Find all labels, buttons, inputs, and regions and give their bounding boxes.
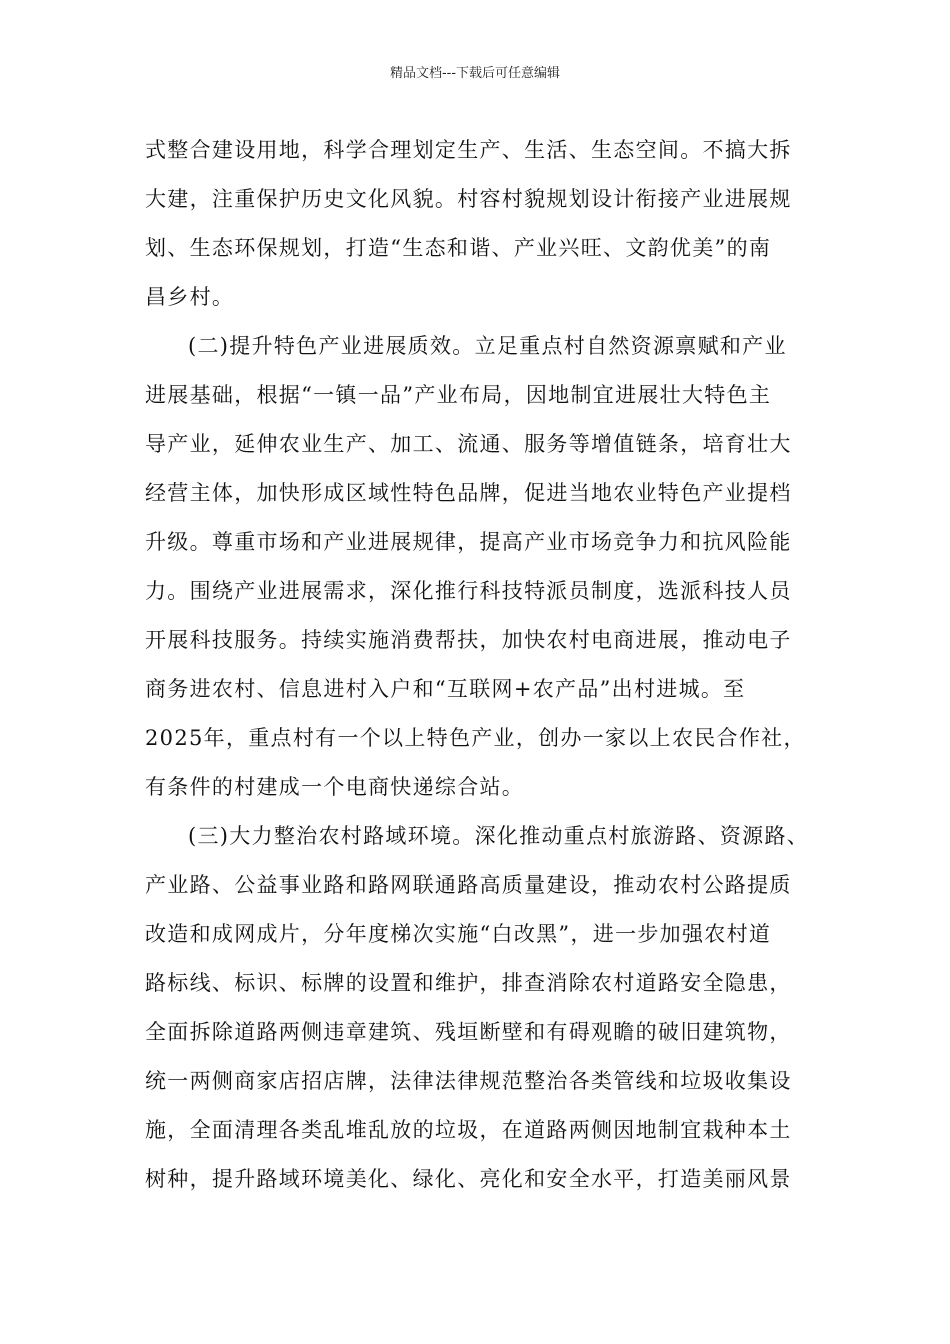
text-line: 经营主体，加快形成区域性特色品牌，促进当地农业特色产业提档 xyxy=(145,481,792,505)
text-line: 划、生态环保规划，打造“生态和谐、产业兴旺、文韵优美”的南 xyxy=(145,236,772,260)
text-line: 树种，提升路域环境美化、绿化、亮化和安全水平，打造美丽风景 xyxy=(145,1167,792,1191)
paragraph-first-line: (二)提升特色产业进展质效。立足重点村自然资源禀赋和产业 xyxy=(188,334,787,358)
text-line: 路标线、标识、标牌的设置和维护，排查消除农村道路安全隐患， xyxy=(145,971,792,995)
paragraph-first-line: (三)大力整治农村路域环境。深化推动重点村旅游路、资源路、 xyxy=(188,824,810,848)
text-line: 大建，注重保护历史文化风貌。村容村貌规划设计衔接产业进展规 xyxy=(145,187,792,211)
text-line: 改造和成网成片，分年度梯次实施“白改黑”，进一步加强农村道 xyxy=(145,922,772,946)
text-line: 开展科技服务。持续实施消费帮扶，加快农村电商进展，推动电子 xyxy=(145,628,792,652)
text-line: 施，全面清理各类乱堆乱放的垃圾，在道路两侧因地制宜栽种本土 xyxy=(145,1118,792,1142)
page-header: 精品文档---下载后可任意编辑 xyxy=(389,66,561,81)
text-line: 统一两侧商家店招店牌，法律法律规范整治各类管线和垃圾收集设 xyxy=(145,1069,792,1093)
text-line: 进展基础，根据“一镇一品”产业布局，因地制宜进展壮大特色主 xyxy=(145,383,772,407)
text-line: 全面拆除道路两侧违章建筑、残垣断壁和有碍观瞻的破旧建筑物， xyxy=(145,1020,792,1044)
text-line: 力。围绕产业进展需求，深化推行科技特派员制度，选派科技人员 xyxy=(145,579,792,603)
text-line: 2025年，重点村有一个以上特色产业，创办一家以上农民合作社， xyxy=(145,726,806,750)
text-line: 商务进农村、信息进村入户和“互联网+农产品”出村进城。至 xyxy=(145,677,746,701)
text-line: 产业路、公益事业路和路网联通路高质量建设，推动农村公路提质 xyxy=(145,873,792,897)
text-line: 式整合建设用地，科学合理划定生产、生活、生态空间。不搞大拆 xyxy=(145,138,792,162)
text-line: 导产业，延伸农业生产、加工、流通、服务等增值链条，培育壮大 xyxy=(145,432,792,456)
text-line: 昌乡村。 xyxy=(145,285,235,309)
text-line: 有条件的村建成一个电商快递综合站。 xyxy=(145,775,525,799)
text-line: 升级。尊重市场和产业进展规律，提高产业市场竞争力和抗风险能 xyxy=(145,530,792,554)
